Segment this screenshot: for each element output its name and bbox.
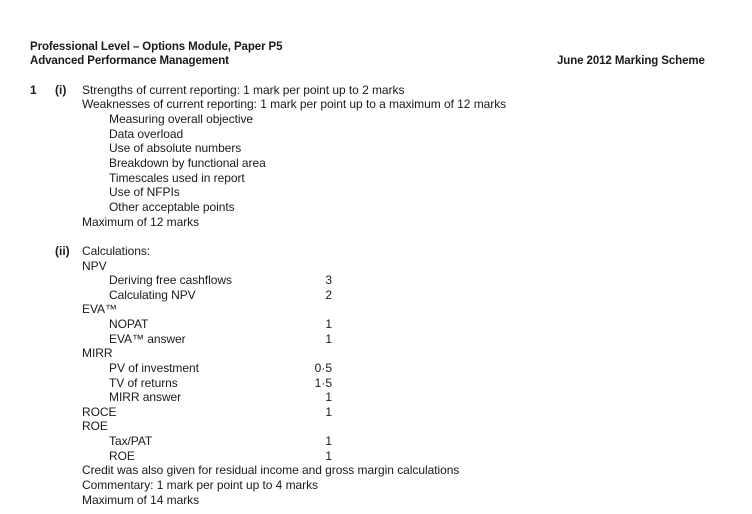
mark-item-label: TV of returns bbox=[109, 376, 178, 390]
mark-item-label: Tax/PAT bbox=[109, 434, 153, 448]
mark-value: 1 bbox=[325, 405, 332, 419]
weakness-point: Data overload bbox=[109, 127, 184, 141]
mark-value: 1 bbox=[325, 434, 332, 448]
weakness-point: Use of NFPIs bbox=[109, 185, 180, 199]
roce-heading: ROCE bbox=[82, 405, 117, 419]
credit-note: Credit was also given for residual income and gross margin calculations bbox=[82, 463, 460, 477]
commentary-line: Commentary: 1 mark per point up to 4 marks bbox=[82, 478, 318, 492]
weakness-point: Use of absolute numbers bbox=[109, 141, 242, 155]
weakness-point: Measuring overall objective bbox=[109, 112, 254, 126]
calculations-heading: Calculations: bbox=[82, 244, 151, 258]
mark-value: 2 bbox=[325, 288, 332, 302]
mark-value: 1·5 bbox=[314, 376, 332, 390]
part-ii-maximum: Maximum of 14 marks bbox=[82, 493, 200, 507]
mark-value: 0·5 bbox=[314, 361, 332, 375]
mark-value: 1 bbox=[325, 390, 332, 404]
mark-item-label: Calculating NPV bbox=[109, 288, 196, 302]
mark-item-label: ROE bbox=[109, 449, 135, 463]
mark-item-label: EVA™ answer bbox=[109, 332, 186, 346]
question-number: 1 bbox=[30, 83, 37, 97]
roe-heading: ROE bbox=[82, 419, 108, 433]
mark-item-label: MIRR answer bbox=[109, 390, 182, 404]
mark-value: 1 bbox=[325, 449, 332, 463]
mark-value: 1 bbox=[325, 332, 332, 346]
part-i-maximum: Maximum of 12 marks bbox=[82, 215, 200, 229]
document-header bbox=[30, 40, 282, 68]
scheme-date: June 2012 Marking Scheme bbox=[557, 55, 705, 67]
mark-item-label: NOPAT bbox=[109, 317, 149, 331]
eva-heading: EVA™ bbox=[82, 302, 117, 316]
mark-value: 3 bbox=[325, 273, 332, 287]
weakness-point: Timescales used in report bbox=[109, 171, 245, 185]
paper-subtitle: Advanced Performance Management bbox=[30, 55, 229, 67]
part-ii-label: (ii) bbox=[55, 244, 70, 258]
mark-value: 1 bbox=[325, 317, 332, 331]
paper-title: Professional Level – Options Module, Paper P5 bbox=[30, 41, 283, 53]
mark-item-label: Deriving free cashflows bbox=[109, 273, 232, 287]
npv-heading: NPV bbox=[82, 259, 107, 273]
weaknesses-line: Weaknesses of current reporting: 1 mark per point up to a maximum of 12 marks bbox=[82, 97, 507, 111]
weakness-point: Breakdown by functional area bbox=[109, 156, 266, 170]
mirr-heading: MIRR bbox=[82, 346, 113, 360]
weakness-point: Other acceptable points bbox=[109, 200, 235, 214]
strengths-line: Strengths of current reporting: 1 mark per point up to 2 marks bbox=[82, 83, 405, 97]
mark-item-label: PV of investment bbox=[109, 361, 199, 375]
part-i-label: (i) bbox=[55, 83, 67, 97]
